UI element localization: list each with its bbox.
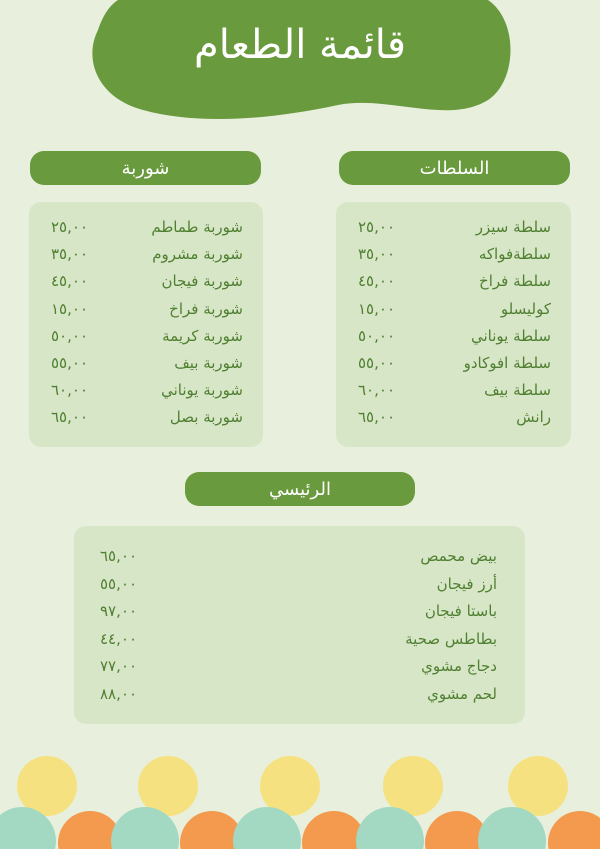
circle-group-1 bbox=[0, 756, 122, 849]
item-price: ٦٠,٠٠ bbox=[51, 381, 88, 400]
salads-menu-item bbox=[358, 350, 551, 376]
item-price: ٥٠,٠٠ bbox=[51, 326, 88, 345]
item-name: لحم مشوي bbox=[427, 684, 497, 703]
item-name: شوربة بيف bbox=[174, 354, 243, 372]
item-price: ٣٥,٠٠ bbox=[358, 245, 395, 264]
item-name: بطاطس صحية bbox=[405, 629, 497, 648]
mains-menu-item bbox=[100, 653, 497, 679]
item-price: ٥٥,٠٠ bbox=[100, 574, 137, 593]
item-price: ٧٧,٠٠ bbox=[100, 657, 137, 675]
circle-group-5 bbox=[478, 756, 600, 849]
circle-group-3 bbox=[233, 756, 366, 849]
item-name: بيض محمص bbox=[420, 547, 497, 565]
item-name: شوربة مشروم bbox=[152, 245, 243, 264]
item-name: كوليسلو bbox=[500, 299, 551, 318]
item-price: ٤٥,٠٠ bbox=[358, 272, 395, 291]
soups-menu-item bbox=[51, 241, 243, 267]
circle-group-4 bbox=[356, 756, 489, 849]
item-name: سلطةفواكه bbox=[478, 245, 551, 264]
salads-heading: السلطات bbox=[339, 151, 570, 185]
item-price: ٨٨,٠٠ bbox=[100, 684, 137, 703]
salads-menu-item bbox=[358, 323, 551, 349]
item-name: شوربة كريمة bbox=[162, 326, 243, 345]
mains-card bbox=[74, 526, 525, 724]
salads-menu-item bbox=[358, 296, 551, 322]
page-title: قائمة الطعام bbox=[193, 22, 407, 68]
mains-menu-item bbox=[100, 571, 497, 597]
mains-menu-item bbox=[100, 598, 497, 624]
mains-menu-item bbox=[100, 543, 497, 569]
mains-heading: الرئيسي bbox=[185, 472, 415, 506]
item-price: ١٥,٠٠ bbox=[358, 299, 395, 318]
mains-menu-item bbox=[100, 681, 497, 707]
item-price: ٣٥,٠٠ bbox=[51, 245, 88, 264]
item-name: شوربة فراخ bbox=[169, 299, 243, 318]
item-name: سلطة فراخ bbox=[479, 272, 551, 291]
item-price: ٦٥,٠٠ bbox=[100, 547, 137, 565]
item-price: ١٥,٠٠ bbox=[51, 299, 88, 318]
item-name: سلطة سيزر bbox=[475, 218, 551, 236]
item-name: باستا فيجان bbox=[424, 602, 497, 620]
salads-menu-item bbox=[358, 241, 551, 267]
soups-menu-item bbox=[51, 268, 243, 294]
item-price: ٦٥,٠٠ bbox=[358, 408, 395, 427]
salads-menu-item bbox=[358, 377, 551, 403]
salads-menu-item bbox=[358, 268, 551, 294]
item-name: سلطة افوكادو bbox=[463, 354, 551, 372]
item-name: سلطة يوناني bbox=[471, 326, 551, 345]
mains-menu-item bbox=[100, 626, 497, 652]
item-price: ٥٥,٠٠ bbox=[51, 354, 88, 372]
soups-menu-item bbox=[51, 350, 243, 376]
soups-menu-item bbox=[51, 296, 243, 322]
item-name: دجاج مشوي bbox=[421, 657, 497, 675]
item-price: ٤٤,٠٠ bbox=[100, 629, 137, 648]
soups-menu-item bbox=[51, 323, 243, 349]
soups-menu-item bbox=[51, 377, 243, 403]
item-price: ٩٧,٠٠ bbox=[100, 602, 137, 620]
soups-menu-item bbox=[51, 214, 243, 240]
item-name: أرز فيجان bbox=[436, 574, 497, 593]
salads-card bbox=[336, 202, 571, 447]
item-price: ٦٥,٠٠ bbox=[51, 408, 88, 427]
circle-group-2 bbox=[111, 756, 244, 849]
item-name: شوربة طماطم bbox=[151, 218, 243, 236]
item-price: ٤٥,٠٠ bbox=[51, 272, 88, 291]
soups-menu-item bbox=[51, 404, 243, 430]
soups-heading: شوربة bbox=[30, 151, 261, 185]
item-name: سلطة بيف bbox=[484, 381, 551, 400]
salads-menu-item bbox=[358, 214, 551, 240]
item-price: ٢٥,٠٠ bbox=[358, 218, 395, 236]
item-price: ٥٠,٠٠ bbox=[358, 326, 395, 345]
item-price: ٢٥,٠٠ bbox=[51, 218, 88, 236]
salads-menu-item bbox=[358, 404, 551, 430]
item-name: رانش bbox=[516, 408, 551, 427]
item-name: شوربة يوناني bbox=[161, 381, 243, 400]
item-name: شوربة فيجان bbox=[161, 272, 243, 291]
item-price: ٦٠,٠٠ bbox=[358, 381, 395, 400]
item-price: ٥٥,٠٠ bbox=[358, 354, 395, 372]
decorative-circles bbox=[0, 748, 600, 849]
soups-card bbox=[29, 202, 263, 447]
item-name: شوربة بصل bbox=[169, 408, 243, 427]
